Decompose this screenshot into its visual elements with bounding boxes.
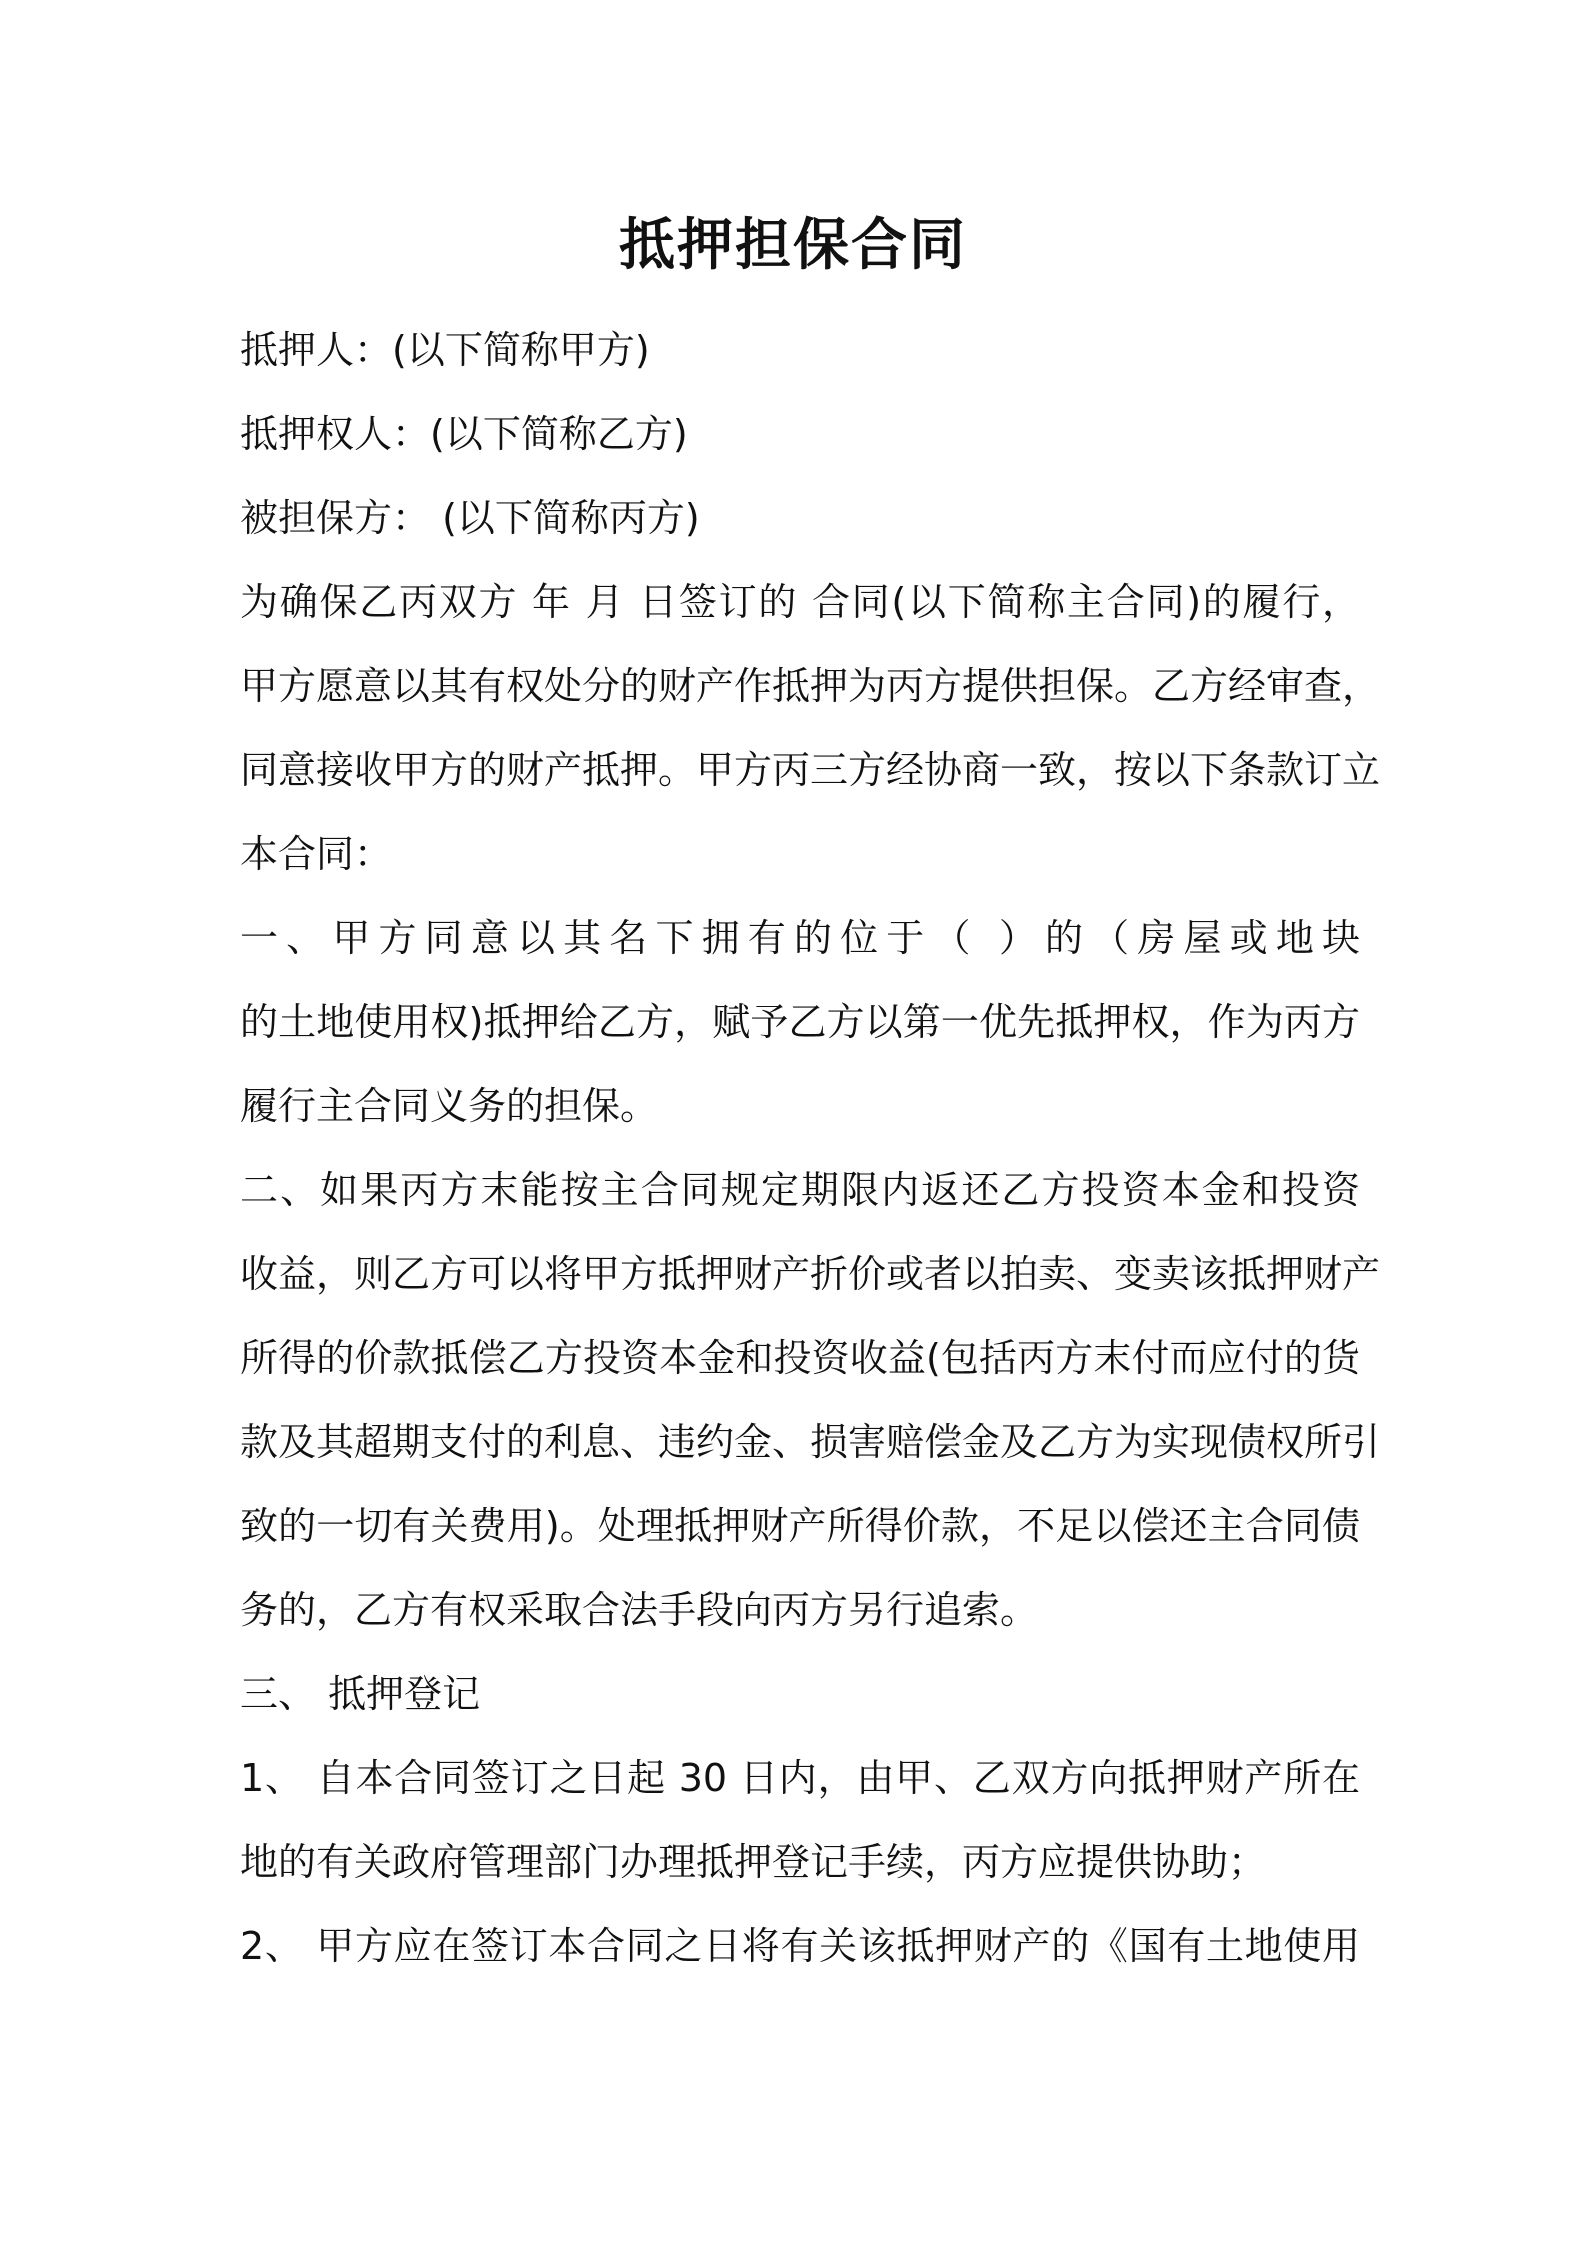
registration-item-line: 2、 甲方应在签订本合同之日将有关该抵押财产的《国有土地使用 [240,1924,1360,1968]
clause-2-line: 二、如果丙方末能按主合同规定期限内返还乙方投资本金和投资 [240,1168,1360,1212]
paragraph-line: 甲方愿意以其有权处分的财产作抵押为丙方提供担保。乙方经审查， [240,664,1381,708]
document-title: 抵押担保合同 [619,213,967,278]
guaranteed-party-line: 被担保方： (以下简称丙方) [240,496,700,540]
registration-item-line: 1、 自本合同签订之日起 30 日内，由甲、乙双方向抵押财产所在 [240,1756,1360,1800]
mortgagee-line: 抵押权人：(以下简称乙方) [240,412,688,456]
clause-1-line: 一、甲方同意以其名下拥有的位于（ ）的（房屋或地块 [240,916,1360,960]
clause-2-line: 收益，则乙方可以将甲方抵押财产折价或者以拍卖、变卖该抵押财产 [240,1252,1381,1296]
paragraph-line: 同意接收甲方的财产抵押。甲方丙三方经协商一致，按以下条款订立 [240,748,1381,792]
clause-1-line: 的土地使用权)抵押给乙方，赋予乙方以第一优先抵押权，作为丙方 [240,1000,1360,1044]
mortgagor-line: 抵押人：(以下简称甲方) [240,328,650,372]
clause-2-line: 所得的价款抵偿乙方投资本金和投资收益(包括丙方末付而应付的货 [240,1336,1360,1380]
section-heading: 三、 抵押登记 [240,1672,481,1716]
paragraph-line: 本合同： [240,832,393,876]
registration-item-line: 地的有关政府管理部门办理抵押登记手续，丙方应提供协助； [240,1840,1267,1884]
clause-2-line: 款及其超期支付的利息、违约金、损害赔偿金及乙方为实现债权所引 [240,1420,1381,1464]
clause-2-line: 致的一切有关费用)。处理抵押财产所得价款，不足以偿还主合同债 [240,1504,1360,1548]
clause-1-line: 履行主合同义务的担保。 [240,1084,659,1128]
paragraph-line: 为确保乙丙双方 年 月 日签订的 合同(以下简称主合同)的履行， [240,580,1360,624]
clause-2-line: 务的，乙方有权采取合法手段向丙方另行追索。 [240,1588,1039,1632]
